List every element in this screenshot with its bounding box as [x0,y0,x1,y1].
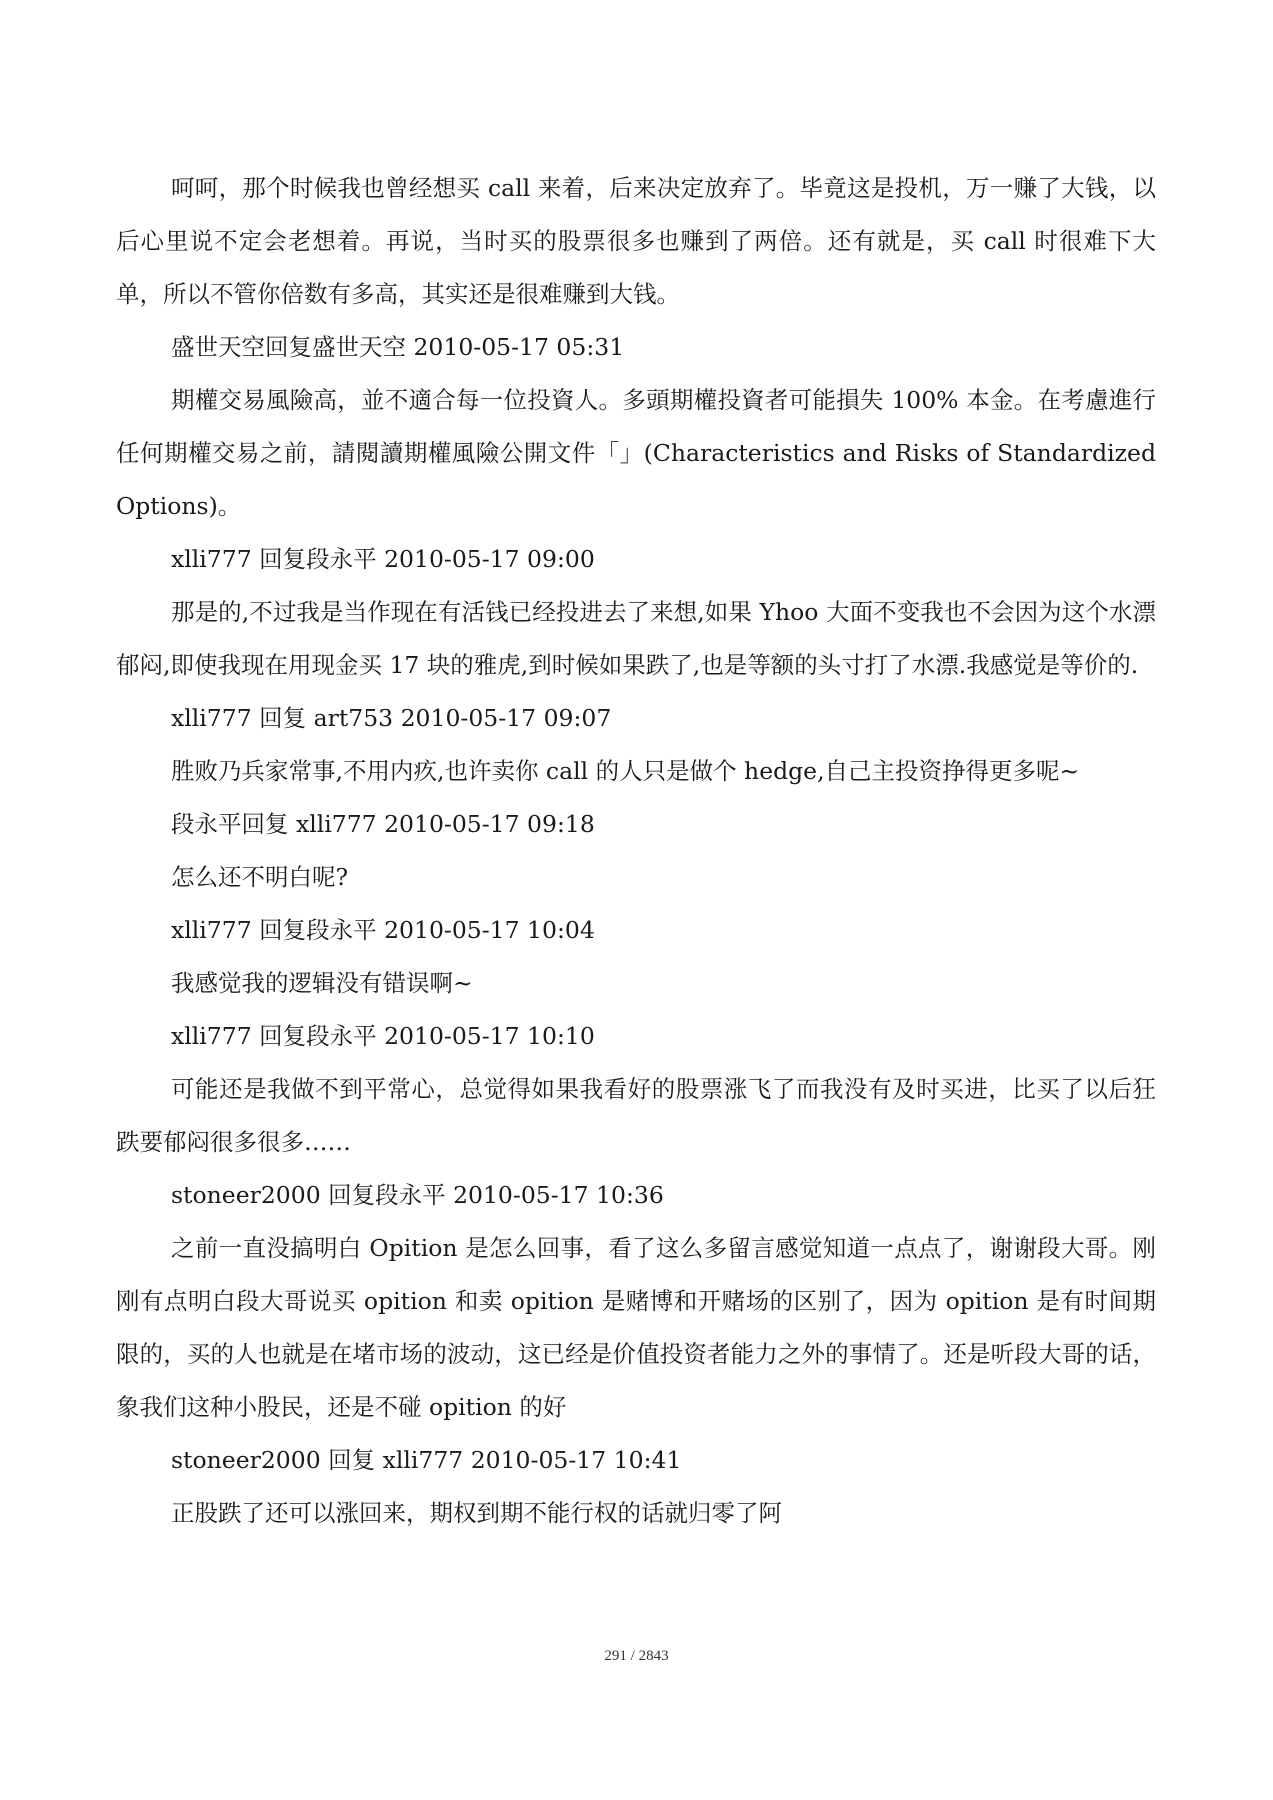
comment-body: 之前一直没搞明白 Opition 是怎么回事，看了这么多留言感觉知道一点点了，谢谢段大哥。刚刚有点明白段大哥说买 opition 和卖 opition 是赌博和开赌场的区别了，因为 opition 是有时间期限的，买的人也就是在堵市场的波动，这已经是价值投资者能力之外的事情了。还是听段大哥的话，象我们这种小股民，还是不碰 opition 的好 [116,1234,1156,1421]
reply-header: 盛世天空回复盛世天空 2010-05-17 05:31 [171,333,625,361]
reply-header: stoneer2000 回复段永平 2010-05-17 10:36 [171,1181,664,1209]
comment-body: 正股跌了还可以涨回来，期权到期不能行权的话就归零了阿 [171,1499,782,1527]
reply-header: xlli777 回复段永平 2010-05-17 09:00 [171,545,595,573]
comment-body: 呵呵，那个时候我也曾经想买 call 来着，后来决定放弃了。毕竟这是投机，万一赚了大钱，以后心里说不定会老想着。再说，当时买的股票很多也赚到了两倍。还有就是，买 call 时很难下大单，所以不管你倍数有多高，其实还是很难赚到大钱。 [116,174,1156,308]
comment-body: 可能还是我做不到平常心，总觉得如果我看好的股票涨飞了而我没有及时买进，比买了以后狂跌要郁闷很多很多…… [116,1075,1156,1156]
comment-body: 期權交易風險高，並不適合每一位投資人。多頭期權投資者可能損失 100% 本金。在考慮進行任何期權交易之前，請閱讀期權風險公開文件「」(Characteristics and Risks of Standardized Options)。 [116,386,1156,520]
reply-header: xlli777 回复段永平 2010-05-17 10:04 [171,916,595,944]
comment-body: 怎么还不明白呢? [171,863,349,891]
reply-header: xlli777 回复 art753 2010-05-17 09:07 [171,704,612,732]
comment-body: 那是的,不过我是当作现在有活钱已经投进去了来想,如果 Yhoo 大面不变我也不会因为这个水漂郁闷,即使我现在用现金买 17 块的雅虎,到时候如果跌了,也是等额的头寸打了水漂.我感觉是等价的. [116,598,1156,679]
reply-header: 段永平回复 xlli777 2010-05-17 09:18 [171,810,595,838]
comment-body: 胜败乃兵家常事,不用内疚,也许卖你 call 的人只是做个 hedge,自己主投资挣得更多呢~ [171,757,1080,785]
page-number: 291 / 2843 [604,1648,669,1664]
reply-header: xlli777 回复段永平 2010-05-17 10:10 [171,1022,595,1050]
comment-body: 我感觉我的逻辑没有错误啊~ [171,969,473,997]
reply-header: stoneer2000 回复 xlli777 2010-05-17 10:41 [171,1446,682,1474]
forum-thread-content [116,162,1156,1540]
